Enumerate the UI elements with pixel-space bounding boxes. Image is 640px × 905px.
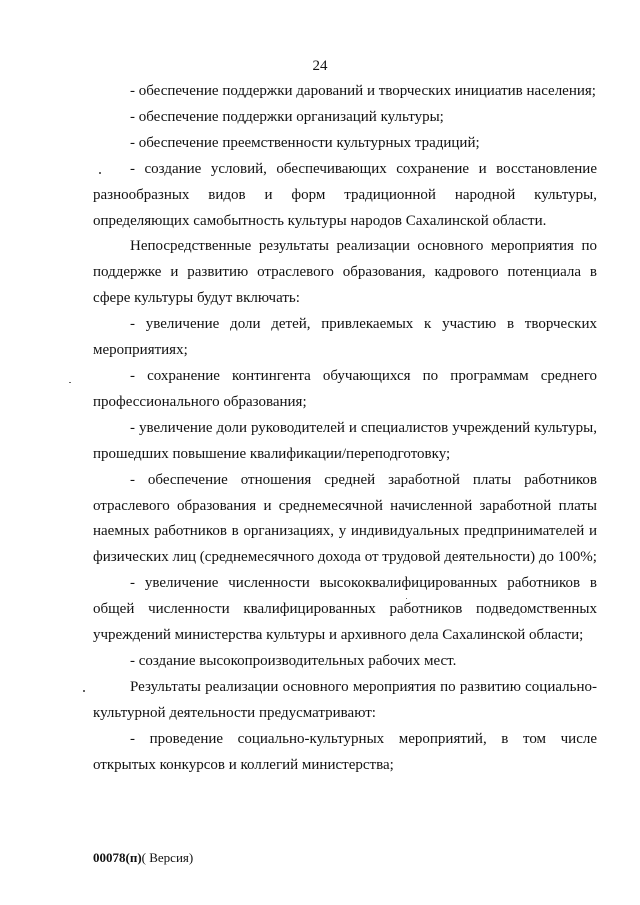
paragraph: - создание высокопроизводительных рабочих мест. bbox=[130, 652, 457, 669]
footer-document-code: 00078(п) bbox=[93, 850, 142, 865]
paragraph: - создание условий, обеспечивающих сохранение и восстановление разнообразных видов и форм традиционной народной культуры, определяющих самобытность культуры народов Сахалинской области. bbox=[93, 160, 597, 229]
paragraph: - увеличение численности высококвалифицированных работников в общей численности квалифицированных работников подведомственных учреждений министерства культуры и архивного дела Сахалинской области; bbox=[93, 575, 597, 644]
paragraph: Результаты реализации основного мероприятия по развитию социально-культурной деятельности предусматривают: bbox=[93, 678, 597, 721]
paragraph: - увеличение доли детей, привлекаемых к участию в творческих мероприятиях; bbox=[93, 316, 597, 359]
scan-speck bbox=[69, 382, 71, 383]
paragraph: - увеличение доли руководителей и специалистов учреждений культуры, прошедших повышение квалификации/переподготовку; bbox=[93, 419, 597, 462]
paragraph: - проведение социально-культурных мероприятий, в том числе открытых конкурсов и коллегий министерства; bbox=[93, 730, 597, 773]
scan-speck bbox=[83, 690, 85, 692]
paragraph: - сохранение контингента обучающихся по программам среднего профессионального образования; bbox=[93, 367, 597, 410]
scan-speck bbox=[406, 598, 407, 599]
page-number: 24 bbox=[312, 58, 328, 74]
document-body bbox=[93, 79, 597, 778]
paragraph: - обеспечение поддержки организаций культуры; bbox=[130, 108, 444, 125]
paragraph: - обеспечение поддержки дарований и творческих инициатив населения; bbox=[130, 83, 596, 99]
paragraph: - обеспечение отношения средней заработной платы работников отраслевого образования и среднемесячной начисленной заработной платы наемных работников в организациях, у индивидуальных предпринимателей и физических лиц (среднемесячного дохода от трудовой деятельности) до 100%; bbox=[93, 471, 597, 566]
footer bbox=[93, 850, 193, 866]
scan-speck bbox=[99, 172, 101, 174]
footer-version: ( Версия) bbox=[141, 850, 194, 865]
paragraph: - обеспечение преемственности культурных традиций; bbox=[130, 134, 480, 151]
paragraph: Непосредственные результаты реализации основного мероприятия по поддержке и развитию отраслевого образования, кадрового потенциала в сфере культуры будут включать: bbox=[93, 238, 597, 307]
